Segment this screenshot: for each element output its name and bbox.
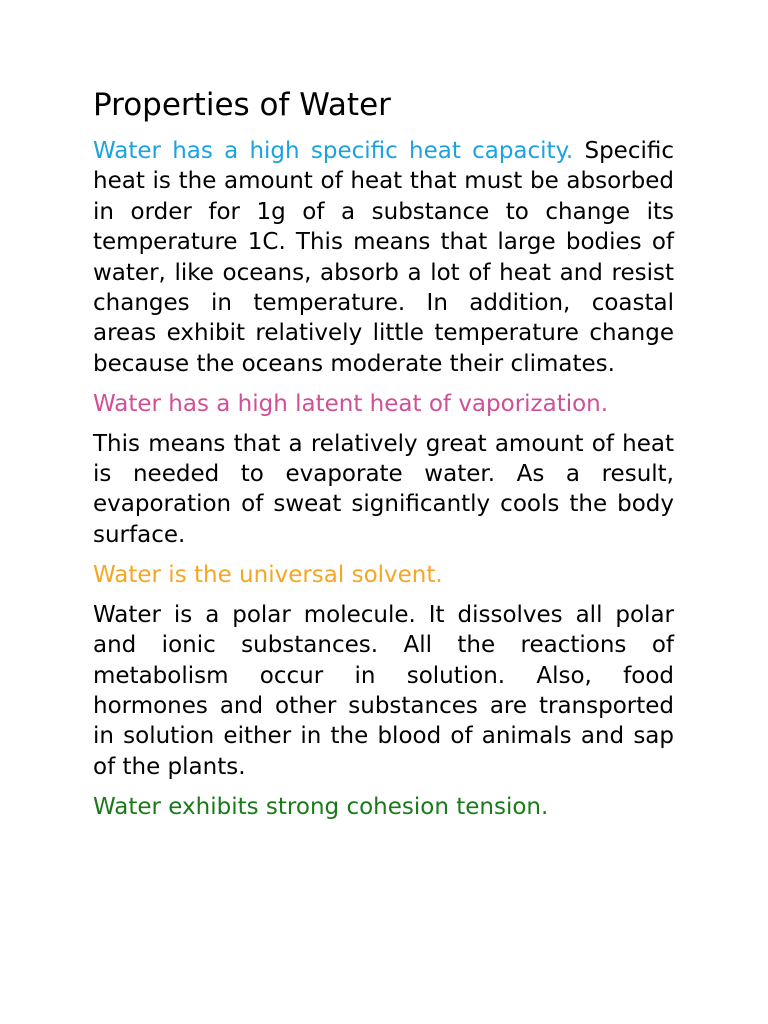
- section-body: This means that a relatively great amount of heat is needed to evaporate water. As a result, evaporation of sweat significantly cools the body surface.: [93, 430, 674, 548]
- section-heading: Water is the universal solvent.: [93, 562, 443, 589]
- section-specific-heat: [93, 136, 674, 379]
- section-cohesion: [93, 792, 674, 822]
- section-body: Specific heat is the amount of heat that must be absorbed in order for 1g of a substance to change its temperature 1C. This means that large bodies of water, like oceans, absorb a lot of heat and resist changes in temperature. In addition, coastal areas exhibit relatively little temperature change because the oceans moderate their climates.: [93, 138, 674, 377]
- section-universal-solvent: [93, 560, 674, 590]
- section-latent-heat-body: [93, 429, 674, 551]
- section-paragraph: [93, 136, 674, 379]
- section-latent-heat: [93, 389, 674, 419]
- document-title: Properties of Water: [93, 87, 391, 123]
- document-page: [93, 82, 674, 823]
- section-heading: Water has a high latent heat of vaporization.: [93, 391, 609, 418]
- section-universal-solvent-body: [93, 600, 674, 782]
- section-heading: Water exhibits strong cohesion tension.: [93, 794, 549, 821]
- section-heading: Water has a high specific heat capacity.: [93, 138, 574, 164]
- section-body: Water is a polar molecule. It dissolves all polar and ionic substances. All the reactions of metabolism occur in solution. Also, food hormones and other substances are transported in solution either in the blood of animals and sap of the plants.: [93, 601, 674, 780]
